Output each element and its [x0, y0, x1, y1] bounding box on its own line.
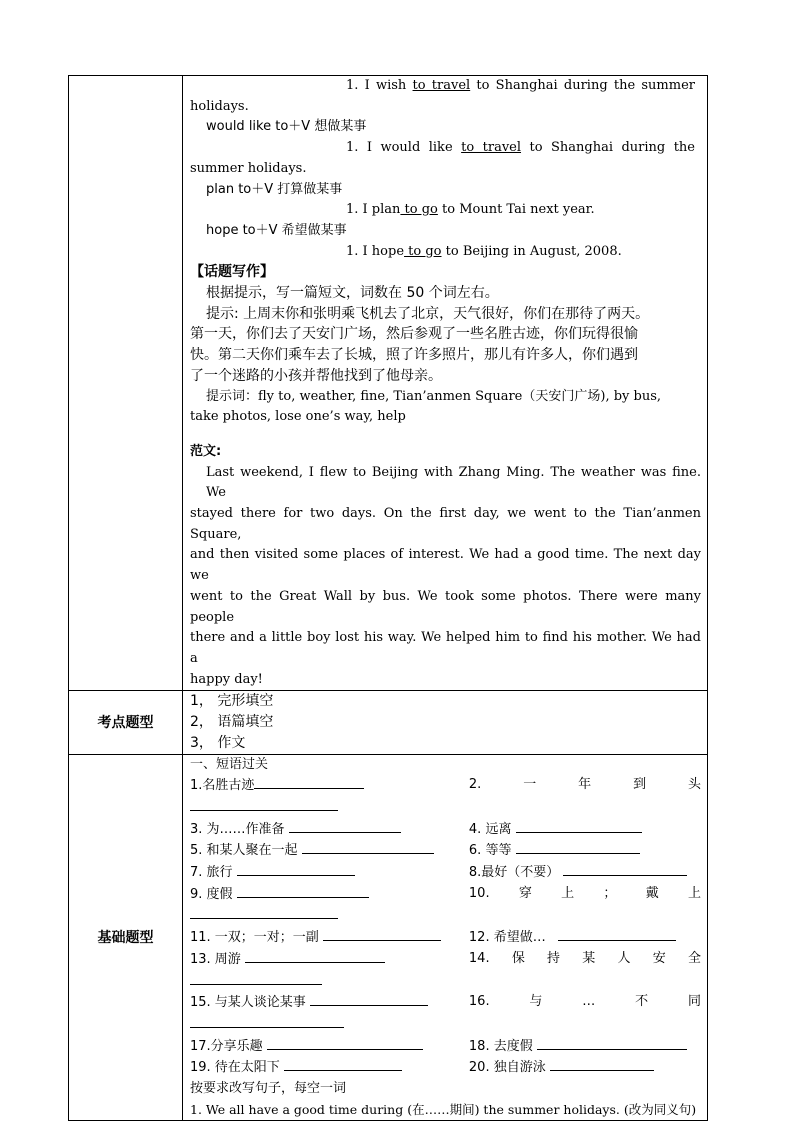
question-type-2: 2， 语篇填空	[190, 714, 274, 731]
sample-line-1: Last weekend, I flew to Beijing with Zhang Ming. The weather was fine. We	[206, 464, 701, 501]
answer-blank-2[interactable]	[190, 797, 338, 811]
phrase-q19: 19. 待在太阳下	[190, 1060, 280, 1076]
phrase-row-10	[190, 1057, 701, 1079]
answer-blank-17[interactable]	[267, 1036, 423, 1050]
answer-blank-20[interactable]	[550, 1057, 654, 1071]
example-sentence-1: 1. I wish to travel to Shanghai during the summer	[346, 78, 695, 93]
phrase-q9: 9. 度假	[190, 886, 233, 902]
answer-blank-19[interactable]	[284, 1057, 402, 1071]
phrase-q3: 3. 为……作准备	[190, 821, 285, 837]
hint-words-2: take photos, lose one’s way, help	[190, 409, 406, 425]
phrase-q13: 13. 周游	[190, 951, 241, 967]
phrase-q7: 7. 旅行	[190, 865, 233, 881]
question-types-cell	[183, 691, 708, 754]
answer-blank-16[interactable]	[190, 1014, 344, 1028]
phrase-q2: 2. 一 年 到 头	[468, 777, 701, 793]
writing-prompt-3: 快。第二天你们乘车去了长城，照了许多照片，那儿有许多人，你们遇到	[190, 347, 638, 364]
phrase-q11: 11. 一双；一对；一副	[190, 930, 319, 946]
worksheet-page	[68, 75, 708, 1117]
answer-blank-13[interactable]	[245, 949, 385, 963]
writing-title: 【话题写作】	[190, 264, 274, 281]
writing-instruction: 根据提示，写一篇短文，词数在 50 个词左右。	[206, 285, 499, 302]
question-types-label: 考点题型	[69, 691, 183, 754]
phrase-row-9	[190, 1036, 701, 1058]
phrase-row-4	[190, 862, 701, 884]
example-sentence-2-cont: summer holidays.	[190, 160, 307, 176]
answer-blank-5[interactable]	[302, 840, 434, 854]
phrase-row-5	[190, 884, 701, 906]
answer-blank-9[interactable]	[237, 884, 369, 898]
phrase-q15: 15. 与某人谈论某事	[190, 995, 306, 1011]
answer-blank-15[interactable]	[310, 992, 428, 1006]
pattern-hope-to: hope to＋V 希望做某事	[206, 222, 347, 238]
phrase-row-5b	[190, 905, 701, 927]
phrase-row-8	[190, 992, 701, 1014]
empty-label-cell	[69, 76, 183, 691]
pattern-would-like: would like to＋V 想做某事	[206, 119, 367, 135]
answer-blank-14[interactable]	[190, 971, 322, 985]
answer-blank-1[interactable]	[254, 775, 364, 789]
lesson-table	[68, 75, 708, 1121]
phrase-q10: 10. 穿 上 ； 戴 上	[468, 885, 701, 901]
hint-words-1: 提示词：fly to, weather, fine, Tian’anmen Square（天安门广场), by bus,	[206, 388, 662, 404]
phrase-q20: 20. 独自游泳	[468, 1060, 546, 1076]
phrase-row-3	[190, 840, 701, 862]
phrase-q12: 12. 希望做…	[468, 930, 546, 946]
phrase-q14: 14. 保 持 某 人 安 全	[468, 950, 701, 966]
answer-blank-11[interactable]	[323, 927, 441, 941]
row-basic-questions	[69, 754, 708, 1121]
phrase-row-6	[190, 927, 701, 949]
phrase-heading: 一、短语过关	[190, 756, 269, 772]
pattern-plan-to: plan to＋V 打算做某事	[206, 181, 343, 197]
phrase-q18: 18. 去度假	[468, 1038, 533, 1054]
phrase-row-2	[190, 819, 701, 841]
phrase-q17: 17.分享乐趣	[190, 1038, 263, 1054]
basic-questions-label: 基础题型	[69, 754, 183, 1121]
answer-blank-7[interactable]	[237, 862, 355, 876]
rewrite-heading: 按要求改写句子，每空一词	[190, 1081, 347, 1097]
phrase-q16: 16. 与 … 不 同	[468, 994, 701, 1010]
question-type-3: 3， 作文	[190, 734, 246, 751]
sample-line-2: stayed there for two days. On the first day, we went to the Tian’anmen Square,	[190, 506, 701, 542]
phrase-row-7	[190, 949, 701, 971]
phrase-row-8b	[190, 1014, 701, 1036]
example-sentence-3: 1. I plan to go to Mount Tai next year.	[346, 202, 595, 218]
sample-title: 范文:	[190, 443, 222, 459]
answer-blank-4[interactable]	[516, 819, 642, 833]
writing-prompt-2: 第一天，你们去了天安门广场，然后参观了一些名胜古迹，你们玩得很愉	[190, 326, 638, 343]
writing-prompt-4: 了一个迷路的小孩并帮他找到了他母亲。	[190, 367, 442, 384]
rewrite-sentence-1: 1. We all have a good time during (在……期间) the summer holidays. (改为同义句)	[190, 1101, 697, 1117]
sample-line-5: there and a little boy lost his way. We helped him to find his mother. We had a	[190, 630, 701, 666]
answer-blank-12[interactable]	[558, 927, 676, 941]
example-sentence-4: 1. I hope to go to Beijing in August, 2008.	[346, 243, 622, 259]
grammar-writing-cell	[183, 76, 708, 691]
phrase-q8: 8.最好（不要）	[468, 865, 560, 881]
answer-blank-18[interactable]	[537, 1036, 687, 1050]
sample-line-6: happy day!	[190, 671, 263, 687]
answer-blank-6[interactable]	[516, 840, 640, 854]
phrase-row-7b	[190, 971, 701, 993]
phrase-q4: 4. 远离	[468, 821, 512, 837]
phrase-q6: 6. 等等	[468, 843, 512, 859]
phrase-row-1	[190, 775, 701, 797]
row-question-types	[69, 691, 708, 754]
answer-blank-3[interactable]	[289, 819, 401, 833]
question-type-1: 1， 完形填空	[190, 693, 274, 710]
example-sentence-1-cont: holidays.	[190, 98, 249, 114]
writing-prompt-1: 提示: 上周末你和张明乘飞机去了北京，天气很好，你们在那待了两天。	[206, 305, 650, 322]
sample-line-3: and then visited some places of interest. We had a good time. The next day we	[190, 547, 701, 584]
sample-line-4: went to the Great Wall by bus. We took some photos. There were many people	[190, 588, 701, 625]
example-sentence-2: 1. I would like to travel to Shanghai during the	[346, 140, 695, 156]
row-grammar-writing	[69, 76, 708, 691]
phrase-row-1b	[190, 797, 701, 819]
answer-blank-8[interactable]	[563, 862, 687, 876]
phrase-q5: 5. 和某人聚在一起	[190, 843, 298, 859]
answer-blank-10[interactable]	[190, 905, 338, 919]
phrase-q1: 1.名胜古迹	[190, 778, 255, 794]
basic-questions-cell	[183, 754, 708, 1121]
